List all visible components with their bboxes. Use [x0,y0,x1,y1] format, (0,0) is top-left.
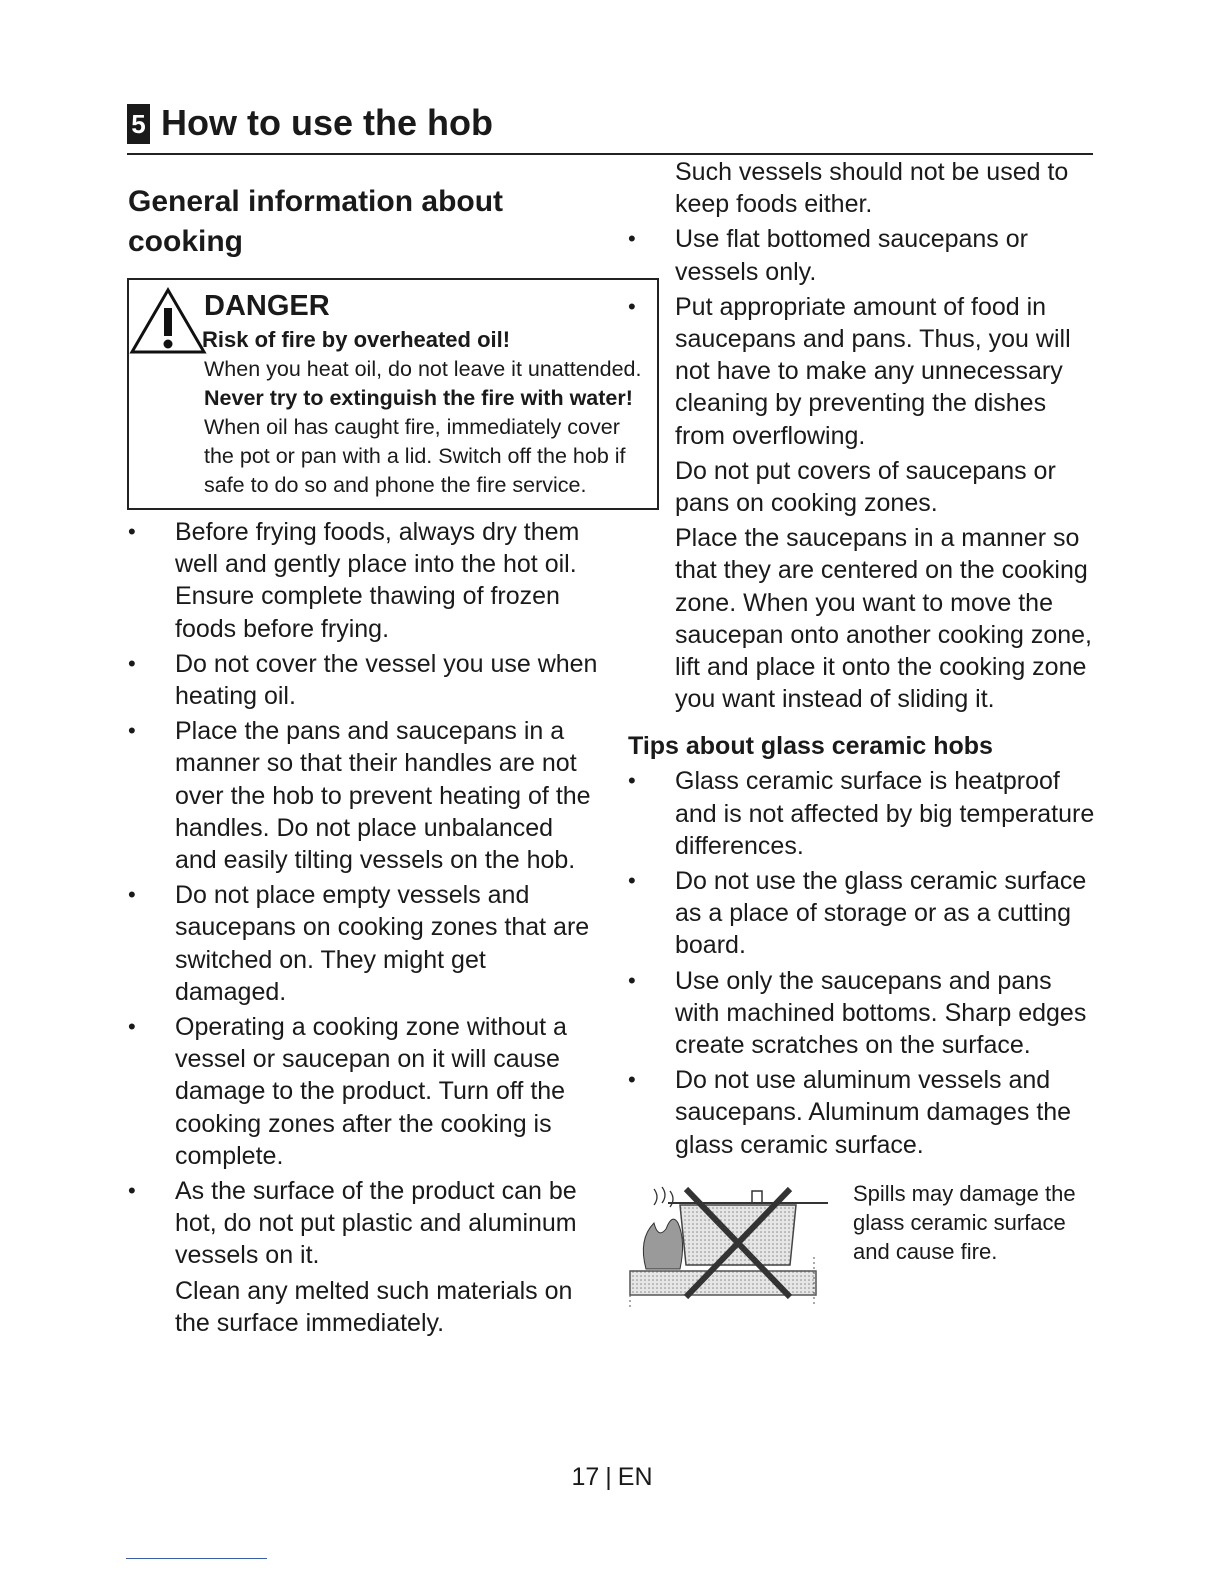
vessel-bullets [628,223,1098,715]
cooking-bullets [128,516,598,1272]
list-item: • Place the pans and saucepans in a manner so that their handles are not over the hob to prevent heating of the handles. Do not place unbalanced and easily tilting vessels on the hob. [128,715,598,876]
danger-box [127,278,659,510]
right-column [628,156,1098,1319]
footer-separator: | [605,1463,612,1491]
list-item: • Do not use aluminum vessels and saucepans. Aluminum damages the glass ceramic surface. [628,1064,1098,1161]
list-item: • Do not cover the vessel you use when heating oil. [128,648,598,712]
warning-triangle-icon [129,286,207,356]
spill-warning [628,1179,1098,1319]
danger-text-2-bold: Never try to extinguish the fire with water! [204,386,633,410]
chapter-number: 5 [127,104,150,144]
list-item: • As the surface of the product can be hot, do not put plastic and aluminum vessels on it. [128,1175,598,1272]
chapter-header [127,100,1093,155]
list-item: • Glass ceramic surface is heatproof and is not affected by big temperature differences. [628,765,1098,862]
footer-divider [126,1558,267,1559]
danger-text-2-rest: When oil has caught fire, immediately cover the pot or pan with a lid. Switch off the hob if safe to do so and phone the fire service. [204,415,626,497]
list-item: • Use flat bottomed saucepans or vessels only. [628,223,1098,287]
list-item-text: Put appropriate amount of food in saucepans and pans. Thus, you will not have to make any unnecessary cleaning by preventing the dishes from overflowing. [675,292,1071,450]
danger-text-1: When you heat oil, do not leave it unattended. [204,357,642,381]
page-footer [0,1460,1224,1494]
list-item: • Do not place empty vessels and saucepans on cooking zones that are switched on. They might get damaged. [128,879,598,1008]
tips-bullets [628,765,1098,1160]
danger-title: DANGER [204,290,330,322]
chapter-title: How to use the hob [161,102,493,143]
list-item-extra: Place the saucepans in a manner so that they are centered on the cooking zone. When you want to move the saucepan onto another cooking zone, lift and place it onto the cooking zone you want instead of sliding it. [675,524,1092,714]
tips-heading: Tips about glass ceramic hobs [628,732,993,761]
page-number: 17 [571,1463,600,1491]
list-item: • Before frying foods, always dry them well and gently place into the hot oil. Ensure complete thawing of frozen foods before frying. [128,516,598,645]
language-code: EN [617,1463,653,1491]
list-item: • Do not use the glass ceramic surface as a place of storage or as a cutting board. [628,865,1098,962]
list-item: • Use only the saucepans and pans with machined bottoms. Sharp edges create scratches on the surface. [628,965,1098,1062]
list-item: • Operating a cooking zone without a vessel or saucepan on it will cause damage to the product. Turn off the cooking zones after the cooking is complete. [128,1011,598,1172]
danger-text-2 [204,384,651,500]
list-item-extra: Clean any melted such materials on the surface immediately. [175,1276,573,1337]
continued-text: Such vessels should not be used to keep foods either. [675,158,1069,219]
danger-subtitle: Risk of fire by overheated oil! [202,327,511,352]
spill-caption: Spills may damage the glass ceramic surface and cause fire. [853,1180,1076,1264]
list-item [628,291,1098,716]
left-column [128,182,642,1339]
spill-illustration-icon [628,1179,833,1309]
list-item-extra: Do not put covers of saucepans or pans on cooking zones. [675,456,1056,518]
section-title: General information about cooking [128,185,504,258]
